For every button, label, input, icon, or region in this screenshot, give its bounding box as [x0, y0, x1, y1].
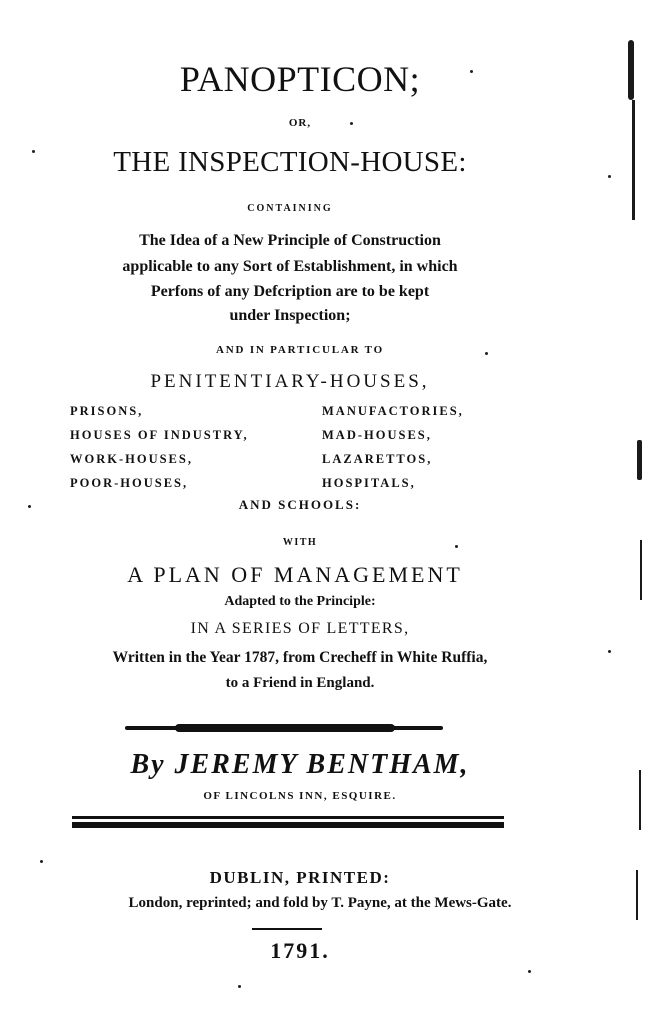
book-title: PANOPTICON;: [179, 59, 421, 99]
institution-item: MANUFACTORIES,: [322, 404, 464, 418]
scan-speck: [485, 352, 488, 355]
publication-year: 1791.: [270, 938, 330, 963]
double-rule-top: [72, 816, 504, 819]
description-line: applicable to any Sort of Establishment, in which: [122, 258, 458, 275]
scan-speck: [32, 150, 35, 153]
containing-label: CONTAINING: [247, 203, 333, 214]
description-line: The Idea of a New Principle of Construction: [139, 232, 441, 249]
scan-speck: [470, 70, 473, 73]
series-line: IN A SERIES OF LETTERS,: [190, 620, 410, 637]
ornamental-rule-center: [175, 724, 395, 732]
scan-edge-mark: [636, 870, 638, 920]
institution-item: HOUSES OF INDUSTRY,: [70, 428, 249, 442]
scan-edge-mark: [632, 100, 635, 220]
institution-item: HOSPITALS,: [322, 476, 416, 490]
scan-speck: [28, 505, 31, 508]
scan-edge-mark: [637, 440, 642, 480]
scan-edge-mark: [639, 770, 641, 830]
friend-line: to a Friend in England.: [225, 675, 375, 691]
imprint-london: London, reprinted; and fold by T. Payne, at the Mews-Gate.: [128, 895, 512, 911]
institution-item: LAZARETTOS,: [322, 452, 433, 466]
author-line: By JEREMY BENTHAM,: [130, 749, 470, 780]
in-particular-label: AND IN PARTICULAR TO: [216, 344, 384, 356]
scan-edge-mark: [628, 40, 634, 100]
scan-speck: [455, 545, 458, 548]
scan-edge-mark: [640, 540, 642, 600]
description-line: Perfons of any Defcription are to be kept: [150, 283, 430, 300]
adapted-line: Adapted to the Principle:: [224, 594, 376, 609]
plan-heading: A PLAN OF MANAGEMENT: [127, 562, 463, 587]
scan-speck: [608, 650, 611, 653]
schools-line: AND SCHOOLS:: [238, 497, 362, 512]
institution-item: POOR-HOUSES,: [70, 476, 189, 490]
description-line: under Inspection;: [229, 307, 351, 324]
institution-item: PRISONS,: [70, 404, 144, 418]
scan-speck: [238, 985, 241, 988]
institution-item: MAD-HOUSES,: [322, 428, 432, 442]
written-line: Written in the Year 1787, from Crecheff in White Ruffia,: [112, 649, 488, 666]
with-connector: WITH: [282, 537, 318, 548]
imprint-dublin: DUBLIN, PRINTED:: [209, 868, 391, 887]
penitentiary-heading: PENITENTIARY-HOUSES,: [150, 371, 430, 392]
or-connector: OR,: [288, 117, 312, 129]
scan-speck: [40, 860, 43, 863]
scan-speck: [608, 175, 611, 178]
short-rule: [252, 928, 322, 930]
scan-speck: [350, 122, 353, 125]
book-subtitle: THE INSPECTION-HOUSE:: [113, 146, 467, 178]
scan-speck: [528, 970, 531, 973]
institution-item: WORK-HOUSES,: [70, 452, 193, 466]
double-rule-bottom: [72, 822, 504, 828]
author-affiliation: OF LINCOLNS INN, ESQUIRE.: [203, 790, 397, 802]
